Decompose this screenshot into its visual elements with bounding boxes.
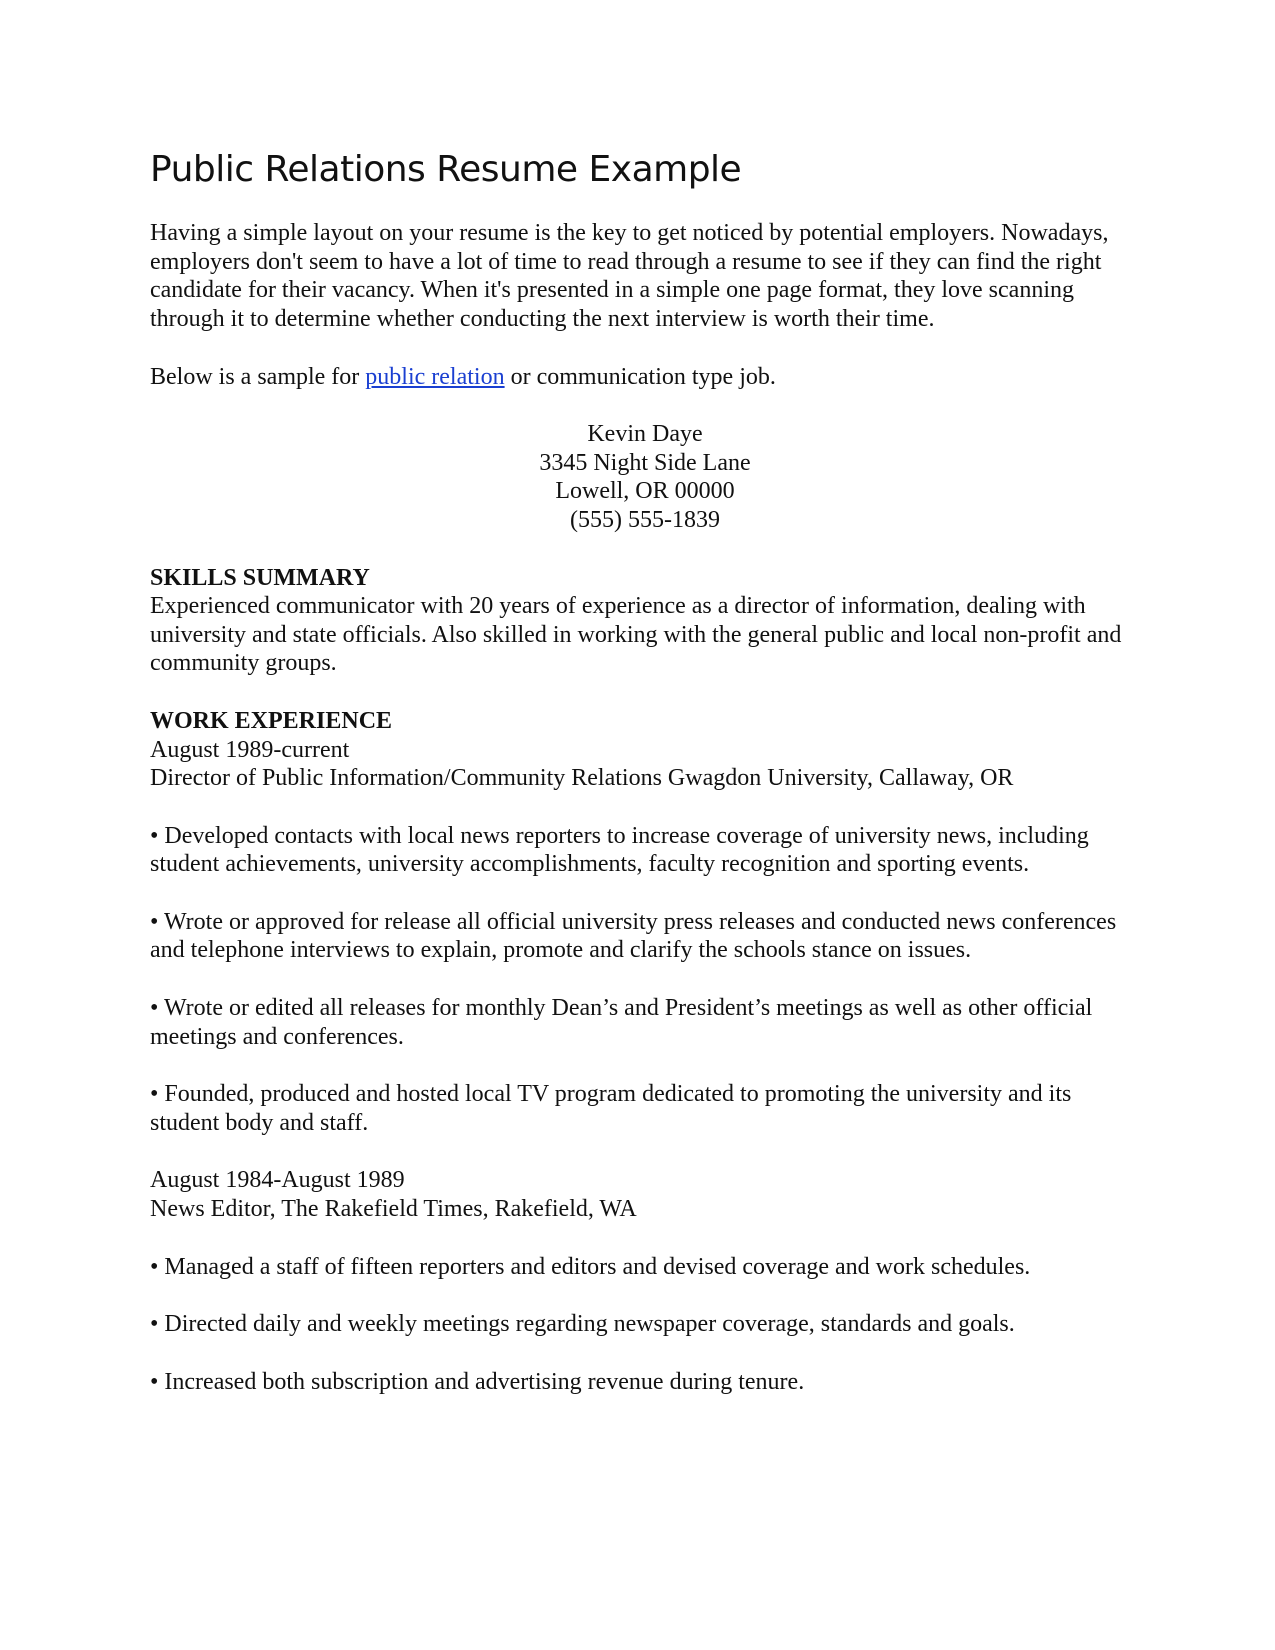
job-entry-1 [150, 736, 1140, 1138]
skills-heading: SKILLS SUMMARY [150, 564, 370, 591]
resume-document [150, 148, 1140, 1396]
job-dates: August 1989-current [150, 736, 350, 763]
sample-paragraph [150, 363, 1140, 392]
page-title: Public Relations Resume Example [150, 149, 742, 190]
sample-text-before: Below is a sample for [150, 363, 366, 390]
job-bullet: • Increased both subscription and advertising revenue during tenure. [150, 1368, 805, 1395]
skills-text: Experienced communicator with 20 years of experience as a director of information, dealing with university and state officials. Also skilled in working with the general public and local non-profit and community groups. [150, 593, 1122, 677]
job-bullet: • Managed a staff of fifteen reporters and editors and devised coverage and work schedules. [150, 1253, 1031, 1280]
work-heading: WORK EXPERIENCE [150, 707, 393, 734]
sample-text-after: or communication type job. [504, 363, 776, 390]
intro-paragraph: Having a simple layout on your resume is the key to get noticed by potential employers. Nowadays, employers don't seem to have a lot of time to read through a resume to see if they can find the right candidate for their vacancy. When it's presented in a simple one page format, they love scanning through it to determine whether conducting the next interview is worth their time. [150, 220, 1109, 332]
contact-name: Kevin Daye [587, 421, 703, 448]
public-relation-link[interactable]: public relation [365, 363, 505, 390]
job-dates: August 1984-August 1989 [150, 1167, 405, 1194]
job-bullet: • Directed daily and weekly meetings regarding newspaper coverage, standards and goals. [150, 1311, 1015, 1338]
job-bullet: • Founded, produced and hosted local TV program dedicated to promoting the university and its student body and staff. [150, 1081, 1072, 1136]
contact-street: 3345 Night Side Lane [539, 449, 751, 476]
job-position: Director of Public Information/Community Relations Gwagdon University, Callaway, OR [150, 765, 1014, 792]
job-bullet: • Wrote or edited all releases for monthly Dean’s and President’s meetings as well as other official meetings and conferences. [150, 995, 1093, 1050]
contact-block [150, 420, 1140, 534]
job-bullet: • Wrote or approved for release all official university press releases and conducted news conferences and telephone interviews to explain, promote and clarify the schools stance on issues. [150, 908, 1117, 964]
job-position: News Editor, The Rakefield Times, Rakefield, WA [150, 1196, 637, 1223]
skills-section [150, 564, 1140, 678]
work-section [150, 707, 1140, 1397]
contact-city: Lowell, OR 00000 [555, 478, 735, 505]
contact-phone: (555) 555-1839 [570, 506, 720, 533]
job-bullet: • Developed contacts with local news reporters to increase coverage of university news, including student achievements, university accomplishments, faculty recognition and sporting events. [150, 822, 1089, 878]
job-entry-2 [150, 1166, 1140, 1396]
